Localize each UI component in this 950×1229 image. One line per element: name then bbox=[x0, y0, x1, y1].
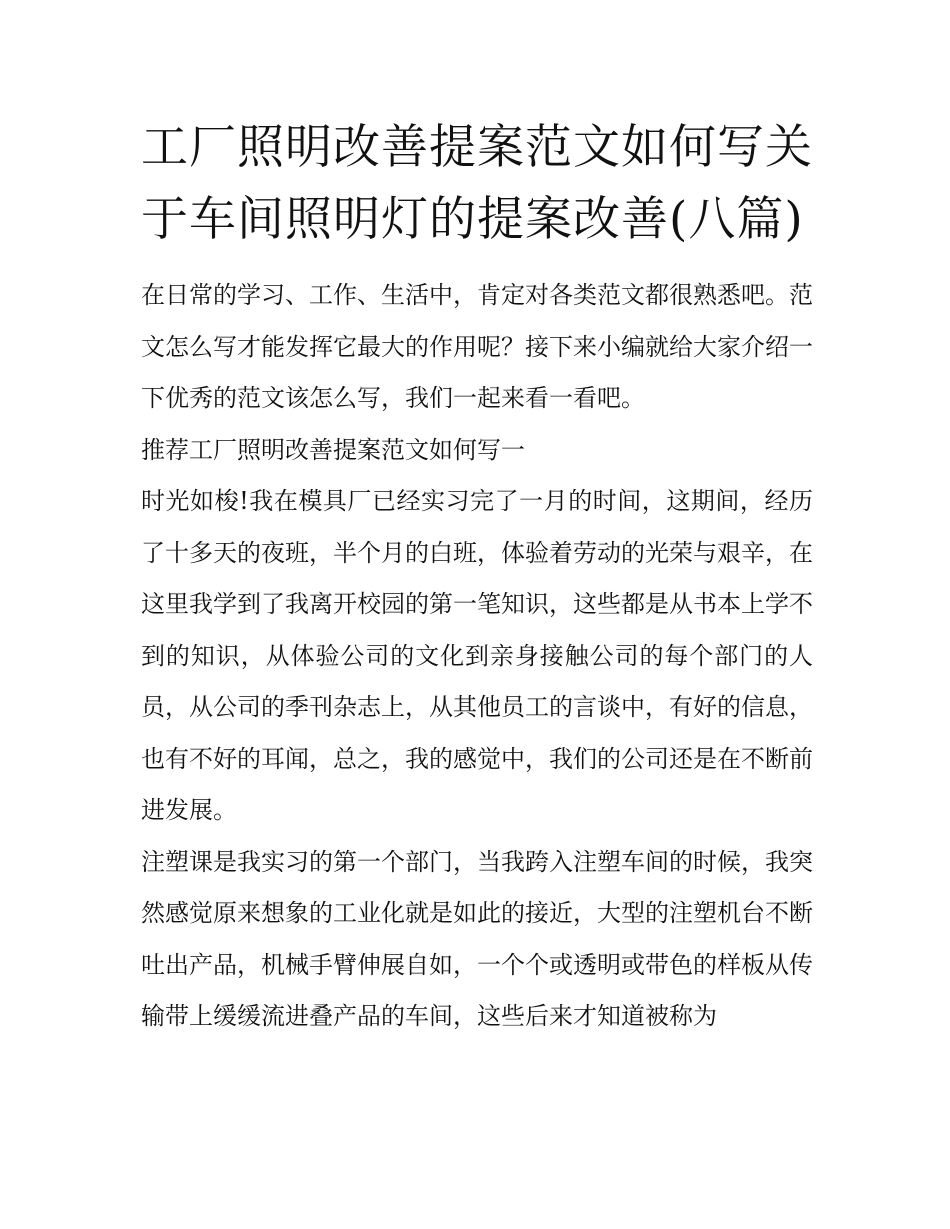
document-title: 工厂照明改善提案范文如何写关于车间照明灯的提案改善(八篇) bbox=[141, 120, 813, 247]
intro-paragraph: 在日常的学习、工作、生活中，肯定对各类范文都很熟悉吧。范文怎么写才能发挥它最大的作用呢？接下来小编就给大家介绍一下优秀的范文该怎么写，我们一起来看一看吧。 bbox=[141, 281, 813, 412]
document-page bbox=[141, 112, 813, 1043]
section-heading: 推荐工厂照明改善提案范文如何写一 bbox=[141, 435, 525, 464]
body-paragraph-1: 时光如梭!我在模具厂已经实习完了一月的时间，这期间，经历了十多天的夜班，半个月的白班，体验着劳动的光荣与艰辛，在这里我学到了我离开校园的第一笔知识，这些都是从书本上学不到的知识，从体验公司的文化到亲身接触公司的每个部门的人员，从公司的季刊杂志上，从其他员工的言谈中，有好的信息，也有不好的耳闻，总之，我的感觉中，我们的公司还是在不断前进发展。 bbox=[141, 487, 813, 824]
body-paragraph-2: 注塑课是我实习的第一个部门，当我跨入注塑车间的时候，我突然感觉原来想象的工业化就是如此的接近，大型的注塑机台不断吐出产品，机械手臂伸展自如，一个个或透明或带色的样板从传输带上缓缓流进叠产品的车间，这些后来才知道被称为 bbox=[141, 847, 813, 1030]
